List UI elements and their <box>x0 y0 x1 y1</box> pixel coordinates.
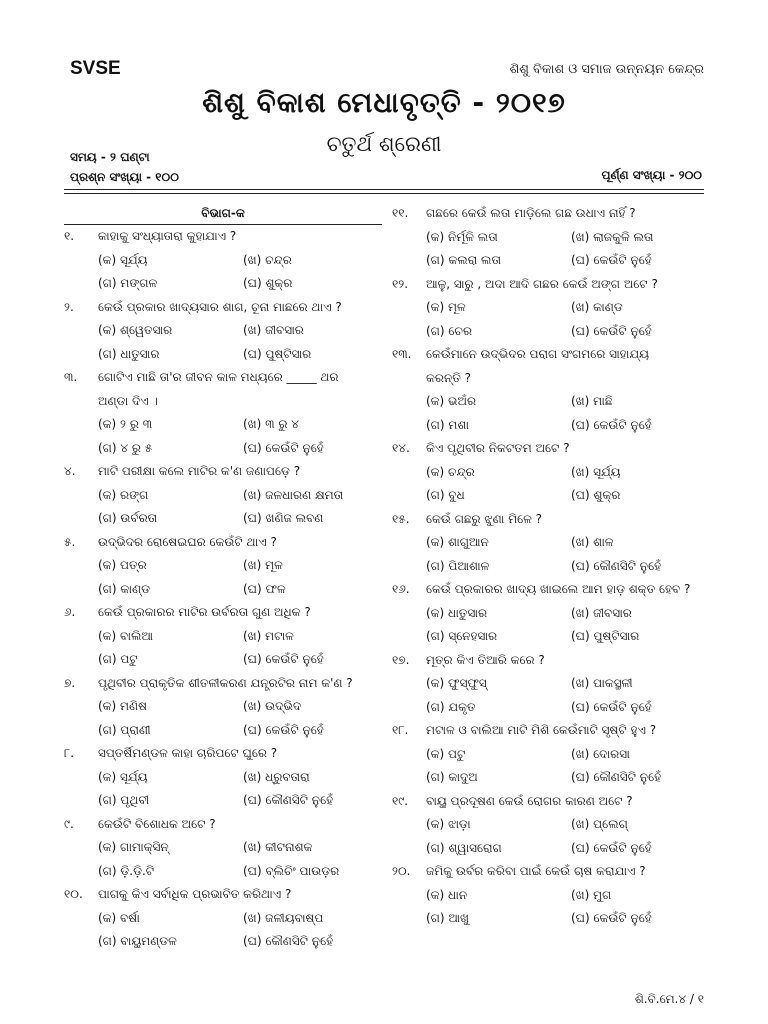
answer-option: (ଗ) ପଟୁ <box>98 652 138 667</box>
options-row <box>64 343 382 367</box>
answer-option: (କ) ଶ୍ୱେତସାର <box>98 323 173 338</box>
question-text: କିଏ ପୃଥିବୀର ନିକଟତମ ଅଟେ ? <box>426 441 570 456</box>
answer-option: (କ) ଝାଡ଼ା <box>426 817 471 832</box>
options-row <box>64 319 382 343</box>
question-row <box>64 296 382 320</box>
answer-option: (ଘ) କେଉଁଟି ନୁହେଁ <box>571 417 652 432</box>
options-row <box>392 672 710 696</box>
question-text: ସପ୍ତର୍ଷିମଣ୍ଡଳ କାହା ଚାରିପଟେ ଘୁରେ ? <box>98 746 278 761</box>
question-number: ୧୭. <box>392 652 410 667</box>
question-text: ଗୋଟିଏ ମାଛି ତା'ର ଜୀବନ କାଳ ମଧ୍ୟରେ _____ ଥର <box>98 370 339 385</box>
answer-option: (ଖ) ଦୋରସା <box>571 746 630 761</box>
answer-option: (ଖ) ଚନ୍ଦ୍ର <box>243 252 292 267</box>
question-row <box>64 601 382 625</box>
section-title: ବିଭାଗ-କ <box>64 202 382 225</box>
options-row <box>64 507 382 531</box>
answer-option: (ଗ) ଚେର <box>426 323 473 338</box>
question-text: ଗଛରେ କେଉଁ ଲତା ମାଡ଼ିଲେ ଗଛ ଉଧାଏ ନାହିଁ ? <box>426 206 636 221</box>
answer-option: (କ) ବର୍ଷା <box>98 910 140 925</box>
options-row <box>392 531 710 555</box>
options-row <box>392 226 710 250</box>
answer-option: (ଗ) କଲରା ଲତା <box>426 253 502 268</box>
answer-option: (ଖ) ୩ ରୁ ୪ <box>243 417 300 432</box>
question-row <box>64 366 382 390</box>
answer-option: (ଖ) କୀଟନାଶକ <box>243 840 313 855</box>
options-row <box>64 648 382 672</box>
question-text-continuation: ଅଣ୍ଡା ଦିଏ । <box>98 393 158 408</box>
question-number: ୧୨. <box>392 276 409 291</box>
answer-option: (ଖ) ଉଦ୍ଭିଦ <box>243 699 302 714</box>
question-text: ମଟାଳ ଓ ବାଲିଆ ମାଟି ମିଶି କେଉଁମାଟି ସୃଷ୍ଟି ହୁଏ ? <box>426 723 657 738</box>
question-text: କାହାକୁ ସଂଧ୍ୟାତାରା କୁହାଯାଏ ? <box>98 229 237 244</box>
question-row <box>64 225 382 249</box>
options-row <box>64 249 382 273</box>
answer-option: (ଖ) ଲାଜକୁଳି ଲତା <box>571 229 654 244</box>
answer-option: (ଗ) ଧାତୁସାର <box>98 346 160 361</box>
answer-option: (ଘ) କେଉଁଟି ନୁହେଁ <box>571 911 652 926</box>
question-text: ମୂତ୍ର କିଏ ତିଆରି କରେ ? <box>426 652 545 667</box>
question-text: କେଉଁ ପ୍ରକାରର ମାଟିର ଉର୍ବରତା ଗୁଣ ଅଧିକ ? <box>98 605 311 620</box>
question-text-continuation: କରନ୍ତି ? <box>426 370 471 385</box>
answer-option: (ଖ) ଜୀବସାର <box>571 605 632 620</box>
question-number: ୧୧. <box>392 206 409 221</box>
question-text: ବାୟୁ ପ୍ରଦୂଷଣ କେଉଁ ରୋଗର କାରଣ ଅଟେ ? <box>426 793 633 808</box>
question-number: ୪. <box>64 464 76 479</box>
time-label: ସମୟ - ୨ ଘଣ୍ଟା <box>70 150 150 164</box>
options-row <box>64 907 382 931</box>
question-row <box>392 273 710 297</box>
options-row <box>392 813 710 837</box>
grade-label: ଚତୁର୍ଥ ଶ୍ରେଣୀ <box>326 132 442 156</box>
exam-title: ଶିଶୁ ବିକାଶ ମେଧାବୃତ୍ତି - ୨୦୧୭ <box>202 86 566 119</box>
question-row <box>392 649 710 673</box>
options-row <box>392 602 710 626</box>
answer-option: (କ) ଚନ୍ଦ୍ର <box>426 464 475 479</box>
answer-option: (କ) ପଟୁ <box>426 746 466 761</box>
question-text: ପୃଥିବୀର ପ୍ରାକୃତିକ ଶୀତଳୀକରଣ ଯନ୍ତ୍ରଟିର ନାମ କ'ଣ ? <box>98 675 353 690</box>
left-question-column <box>64 202 382 970</box>
options-row <box>392 696 710 720</box>
answer-option: (ଗ) ପୃଥିବୀ <box>98 793 150 808</box>
question-row <box>392 508 710 532</box>
header-divider <box>64 189 704 190</box>
question-row <box>392 860 710 884</box>
answer-option: (କ) ଧାନ <box>426 887 468 902</box>
answer-option: (ଗ) ମଙ୍ଗଳ <box>98 276 158 291</box>
answer-option: (ଘ) କେଉଁଟି ନୁହେଁ <box>571 323 652 338</box>
answer-option: (ଗ) ପ୍ରାଣୀ <box>98 722 151 737</box>
question-number: ୧୮. <box>392 723 409 738</box>
options-row <box>392 414 710 438</box>
answer-option: (କ) ମୂଳ <box>426 300 466 315</box>
options-row <box>392 837 710 861</box>
answer-option: (ଖ) ମାଛି <box>571 394 613 409</box>
question-text: କେଉଁ ଗଛରୁ ଝୁଣା ମିଳେ ? <box>426 511 543 526</box>
answer-option: (କ) ରଙ୍ଗ <box>98 487 149 502</box>
options-row <box>64 719 382 743</box>
options-row <box>64 930 382 954</box>
answer-option: (କ) ବାଲିଆ <box>98 628 154 643</box>
question-row <box>392 343 710 367</box>
options-row <box>64 836 382 860</box>
question-text: କେଉଁ ପ୍ରକାର ଖାଦ୍ୟସାର ଶାଗ, ଚୂନା ମାଛରେ ଥାଏ ? <box>98 299 342 314</box>
options-row <box>392 743 710 767</box>
question-text: ଜମିକୁ ଉର୍ବର କରିବା ପାଇଁ କେଉଁ ଚାଷ କରାଯାଏ ? <box>426 864 646 879</box>
answer-option: (ଖ) ସୂର୍ଯ୍ୟ <box>571 464 621 479</box>
question-row <box>392 578 710 602</box>
answer-option: (କ) ଧାତୁସାର <box>426 605 488 620</box>
answer-option: (ଘ) କେଉଁଟି ନୁହେଁ <box>571 840 652 855</box>
answer-option: (କ) ମଣିଷ <box>98 699 147 714</box>
answer-option: (ଘ) ଶୁକ୍ର <box>243 276 293 291</box>
question-text: ଉଦ୍ଭିଦର ରୋଷେଇଘର କେଉଁଟି ଥାଏ ? <box>98 534 277 549</box>
question-number: ୧୬. <box>392 582 410 597</box>
options-row <box>392 555 710 579</box>
answer-option: (ଗ) ବାୟୁମଣ୍ଡଳ <box>98 934 177 949</box>
answer-option: (ଘ) ଫଳ <box>243 581 286 596</box>
question-row <box>64 742 382 766</box>
answer-option: (ଘ) ପୁଷ୍ଟିସାର <box>243 346 312 361</box>
question-row <box>64 531 382 555</box>
options-row <box>392 296 710 320</box>
question-number: ୭. <box>64 675 76 690</box>
options-row <box>64 484 382 508</box>
answer-option: (ଘ) କୌଣସିଟି ନୁହେଁ <box>571 770 662 785</box>
question-number: ୧୯. <box>392 793 409 808</box>
answer-option: (ଖ) ପାକସ୍ଥଳୀ <box>571 676 633 691</box>
answer-option: (ଘ) କୌଣସିଟି ନୁହେଁ <box>243 934 334 949</box>
answer-option: (ଘ) ଶୁକ୍ର <box>571 488 621 503</box>
answer-option: (ଘ) ପୁଷ୍ଟିସାର <box>571 629 640 644</box>
answer-option: (ଖ) ମୂଳ <box>243 558 283 573</box>
answer-option: (ଗ) ଉର୍ବରତା <box>98 511 158 526</box>
options-row <box>392 766 710 790</box>
answer-option: (ଘ) କୌଣସିଟି ନୁହେଁ <box>571 558 662 573</box>
question-text: କେଉଁଟି ବିଶୋଧକ ଅଟେ ? <box>98 816 216 831</box>
options-row <box>64 766 382 790</box>
question-text: କେଉଁମାନେ ଉଦ୍ଭିଦର ପରାଗ ସଂଗମରେ ସାହାଯ୍ୟ <box>426 347 650 362</box>
brand-label: SVSE <box>70 58 121 79</box>
question-row <box>64 883 382 907</box>
right-question-column <box>392 202 710 970</box>
answer-option: (ଘ) ବ୍ଲିଚିଂ ପାଉଡ଼ର <box>243 863 340 878</box>
answer-option: (ଗ) ସ୍ନେହସାର <box>426 629 498 644</box>
question-row <box>392 719 710 743</box>
options-row <box>64 437 382 461</box>
answer-option: (ଘ) କେଉଁଟି ନୁହେଁ <box>571 253 652 268</box>
question-number: ୧୩. <box>392 347 412 362</box>
answer-option: (ଗ) କାଦୁଅ <box>426 770 478 785</box>
answer-option: (ଖ) ଜଳଧାରଣ କ୍ଷମତା <box>243 487 344 502</box>
answer-option: (ଖ) ମୁଗ <box>571 887 612 902</box>
answer-option: (ଗ) ଆଖୁ <box>426 911 469 926</box>
answer-option: (ଖ) ଜଳୀୟବାଷ୍ପ <box>243 910 324 925</box>
answer-option: (ଘ) କେଉଁଟି ନୁହେଁ <box>243 722 324 737</box>
options-row <box>392 907 710 931</box>
options-row <box>64 695 382 719</box>
answer-option: (କ) ଗାମାକ୍ସିନ୍ <box>98 840 169 855</box>
answer-option: (ଖ) ମଟାଳ <box>243 628 294 643</box>
question-number: ୨. <box>64 299 74 314</box>
question-number: ୮. <box>64 746 75 761</box>
answer-option: (ଖ) କାଣ୍ଡ <box>571 300 623 315</box>
options-row <box>392 884 710 908</box>
options-row <box>392 320 710 344</box>
answer-option: (ଗ) ଡ଼ି.ଡ଼ି.ଟି <box>98 863 155 878</box>
question-row <box>392 202 710 226</box>
options-row <box>64 578 382 602</box>
answer-option: (କ) ଫୁସ୍‌ଫୁସ୍ <box>426 676 487 691</box>
answer-option: (ଘ) କେଉଁଟି ନୁହେଁ <box>243 440 324 455</box>
answer-option: (ଖ) ଧ୍ରୁବତାରା <box>243 769 310 784</box>
answer-option: (ଘ) କୌଣସିଟି ନୁହେଁ <box>243 793 334 808</box>
answer-option: (ଖ) ପ୍ଲେଗ୍ <box>571 817 628 832</box>
question-row <box>64 813 382 837</box>
answer-option: (ଖ) ଶାଳ <box>571 535 614 550</box>
answer-option: (କ) ପତ୍ର <box>98 558 147 573</box>
answer-option: (ଗ) ଶ୍ୱାସରୋଗ <box>426 840 502 855</box>
answer-option: (ଘ) ଖଣିଜ ଲବଣ <box>243 511 324 526</box>
answer-option: (ଗ) ମଶା <box>426 417 470 432</box>
answer-option: (କ) ନିର୍ମୂଳି ଲତା <box>426 229 498 244</box>
answer-option: (କ) ଭଅଁର <box>426 394 477 409</box>
answer-option: (କ) ଶାଗୁଆନ <box>426 535 489 550</box>
question-text: କେଉଁ ପ୍ରକାରର ଖାଦ୍ୟ ଖାଇଲେ ଆମ ହାଡ଼ ଶକ୍ତ ହେବ ? <box>426 582 691 597</box>
question-row <box>392 437 710 461</box>
question-number: ୧୪. <box>392 441 410 456</box>
answer-option: (ଗ) ପିଆଶାଳ <box>426 558 490 573</box>
options-row <box>64 272 382 296</box>
options-row <box>64 860 382 884</box>
question-row <box>64 460 382 484</box>
question-number: ୯. <box>64 816 74 831</box>
question-number: ୩. <box>64 370 78 385</box>
answer-option: (କ) ୨ ରୁ ୩ <box>98 417 153 432</box>
question-row <box>64 672 382 696</box>
answer-option: (ଘ) କେଉଁଟି ନୁହେଁ <box>571 699 652 714</box>
answer-option: (ଗ) ଯକୃତ <box>426 699 476 714</box>
page-footer-code: ଶି.ବି.ମେ.୪ / ୧ <box>634 992 704 1006</box>
answer-option: (କ) ସୂର୍ଯ୍ୟ <box>98 252 148 267</box>
question-number: ୧୦. <box>64 887 83 902</box>
options-row <box>392 249 710 273</box>
answer-option: (ଘ) କେଉଁଟି ନୁହେଁ <box>243 652 324 667</box>
header-divider-secondary <box>64 193 704 194</box>
question-number: ୧. <box>64 229 75 244</box>
options-row <box>64 625 382 649</box>
full-marks-label: ପୂର୍ଣ୍ଣ ସଂଖ୍ୟା - ୨୦୦ <box>601 168 702 182</box>
answer-option: (ଖ) ଜୀବସାର <box>243 323 304 338</box>
answer-option: (ଗ) ୪ ରୁ ୫ <box>98 440 153 455</box>
question-row <box>392 790 710 814</box>
options-row <box>392 390 710 414</box>
question-number: ୨୦. <box>392 864 411 879</box>
question-number: ୫. <box>64 534 76 549</box>
question-text: ମାଟି ପରୀକ୍ଷା କଲେ ମାଟିର କ'ଣ ଜଣାପଡ଼େ ? <box>98 464 301 479</box>
question-number: ୬. <box>64 605 76 620</box>
answer-option: (ଗ) କାଣ୍ଡ <box>98 581 150 596</box>
question-count-label: ପ୍ରଶ୍ନ ସଂଖ୍ୟା - ୧୦୦ <box>70 170 179 184</box>
options-row <box>64 554 382 578</box>
options-row <box>392 461 710 485</box>
answer-option: (କ) ସୂର୍ଯ୍ୟ <box>98 769 148 784</box>
question-text: ଆଳୁ, ସାରୁ , ଅଦା ଆଦି ଗଛର କେଉଁ ଅଙ୍ଗ ଅଟେ ? <box>426 276 658 291</box>
answer-option: (ଗ) ବୁଧ <box>426 488 465 503</box>
options-row <box>392 625 710 649</box>
question-number: ୧୫. <box>392 511 410 526</box>
options-row <box>64 413 382 437</box>
options-row <box>64 789 382 813</box>
organization-name: ଶିଶୁ ବିକାଶ ଓ ସମାଜ ଉନ୍ନୟନ କେନ୍ଦ୍ର <box>509 62 704 77</box>
options-row <box>392 484 710 508</box>
question-text: ପାଗକୁ କିଏ ସର୍ବାଧିକ ପ୍ରଭାବିତ କରିଥାଏ ? <box>98 887 292 902</box>
